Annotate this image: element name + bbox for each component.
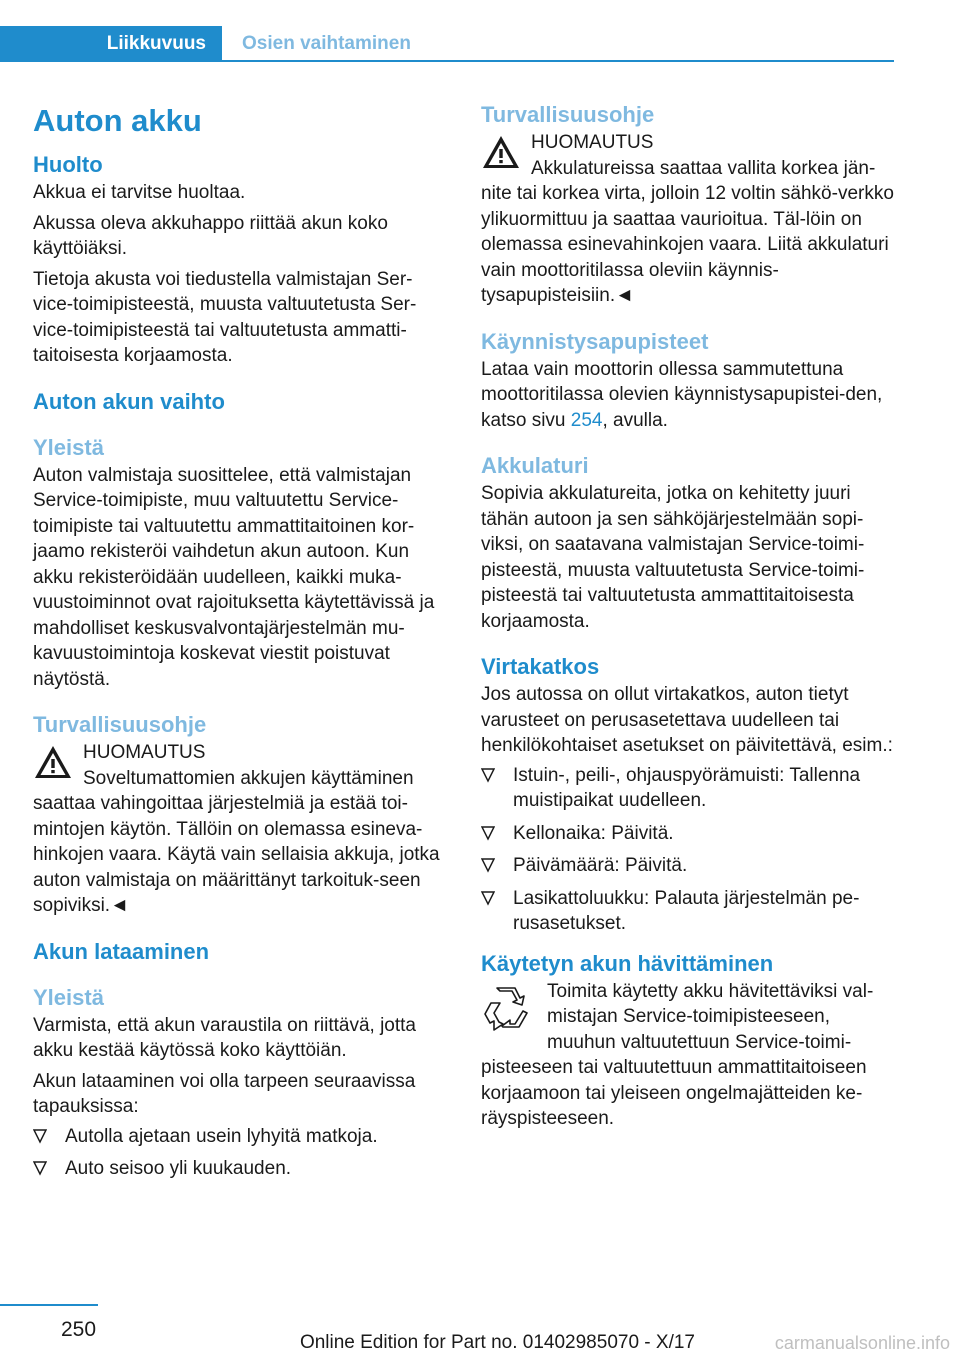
header-tabs xyxy=(0,26,960,62)
page-number: 250 xyxy=(61,1318,97,1341)
heading-akun-vaihto: Auton akun vaihto xyxy=(33,388,225,414)
heading-turvallisuusohje: Turvallisuusohje xyxy=(33,712,207,737)
tab-liikkuvuus[interactable] xyxy=(0,26,222,62)
footer-rule xyxy=(0,1304,98,1306)
heading-akun-lataaminen: Akun lataaminen xyxy=(33,938,210,964)
warning-block xyxy=(481,130,897,309)
triangle-bullet-icon xyxy=(481,890,495,906)
list-item-text: Kellonaika: Päivitä. xyxy=(513,822,674,844)
paragraph: Varmista, että akun varaustila on riittävä, jotta akku kestää käytössä koko käyttöiän. xyxy=(33,1014,416,1061)
triangle-bullet-icon xyxy=(33,1128,47,1144)
warning-icon xyxy=(481,134,521,170)
warning-icon xyxy=(33,744,73,780)
paragraph xyxy=(481,357,897,434)
list-item-text: Lasikattoluukku: Palauta järjestelmän pe-rusasetukset. xyxy=(513,887,860,934)
footer-edition: Online Edition for Part no. 01402985070 - X/17 xyxy=(299,1332,695,1353)
warning-text-first: Soveltumattomien akkujen käyttäminen xyxy=(83,767,414,789)
warning-title: HUOMAUTUS xyxy=(83,742,206,763)
list-item xyxy=(481,886,897,937)
tab-osien-vaihtaminen[interactable] xyxy=(242,26,411,62)
bullet-list xyxy=(33,1124,449,1182)
tab-liikkuvuus-label: Liikkuvuus xyxy=(106,33,206,54)
warning-text: nite tai korkea virta, jolloin 12 voltin sähkö-verkko ylikuormittuu ja saattaa vaurioitua. Täl-löin on olemassa esinevahinkojen vaara. Liitä akkulaturi vain moottoritilassa oleviin käynnis-tysapupisteisiin.◄ xyxy=(481,183,894,306)
bullet-list xyxy=(481,763,897,937)
triangle-bullet-icon xyxy=(481,857,495,873)
heading-akun-havittaminen: Käytetyn akun hävittäminen xyxy=(481,950,774,976)
list-item xyxy=(481,853,897,879)
list-item xyxy=(481,763,897,814)
paragraph: Jos autossa on ollut virtakatkos, auton tietyt varusteet on perusasetettava uudelleen tai henkilökohtaiset asetukset on päivitettävä, esim.: xyxy=(481,684,893,756)
warning-title: HUOMAUTUS xyxy=(531,132,654,153)
heading-virtakatkos: Virtakatkos xyxy=(481,654,600,679)
right-column xyxy=(481,100,897,1132)
heading-akkulaturi: Akkulaturi xyxy=(481,453,589,478)
list-item-text: Auto seisoo yli kuukauden. xyxy=(65,1158,292,1179)
list-item-text: Istuin-, peili-, ohjauspyörämuisti: Tallenna muistipaikat uudelleen. xyxy=(513,764,861,811)
warning-text-first: Akkulatureissa saattaa vallita korkea jän- xyxy=(531,157,876,179)
paragraph: pisteeseen tai valtuutettuun ammattitaitoiseen korjaamoon tai yleiseen ongelmajätteiden ke-räyspisteeseen. xyxy=(481,1057,867,1129)
list-item xyxy=(33,1124,449,1150)
heading-yleista: Yleistä xyxy=(33,434,104,460)
paragraph: Sopivia akkulatureita, jotka on kehitetty juuri tähän autoon ja sen sähköjärjestelmään sopi-viksi, on saatavana valmistajan Service-toimi-pisteestä, muusta valtuutetusta Service-toimi-pisteestä tai valtuutetusta ammattitaitoisesta korjaamosta. xyxy=(481,483,865,632)
paragraph-text: , avulla. xyxy=(602,409,668,431)
list-item xyxy=(481,821,897,847)
recycle-icon xyxy=(481,983,531,1033)
triangle-bullet-icon xyxy=(481,767,495,783)
header-rule xyxy=(222,60,894,62)
recycle-block xyxy=(481,979,897,1056)
left-column xyxy=(33,100,449,1189)
warning-text: saattaa vahingoittaa järjestelmiä ja estää toi-mintojen käytön. Tällöin on olemassa esineva-hinkojen vaara. Käytä vain sellaisia akkuja, jotka auton valmistaja on määrittänyt tarkoituk-seen sopiviksi.◄ xyxy=(33,793,440,916)
list-item-text: Päivämäärä: Päivitä. xyxy=(513,855,688,876)
heading-kaynnistysapupisteet: Käynnistysapupisteet xyxy=(481,328,709,354)
paragraph: Akkua ei tarvitse huoltaa. xyxy=(33,182,246,203)
paragraph: Tietoja akusta voi tiedustella valmistajan Ser-vice-toimipisteestä, muusta valtuutetusta Ser-vice-toimipisteestä tai valtuutetusta ammatti-taitoisesta korjaamosta. xyxy=(33,268,417,366)
heading-turvallisuusohje-2: Turvallisuusohje xyxy=(481,102,655,127)
warning-block xyxy=(33,740,449,919)
heading-yleista-2: Yleistä xyxy=(33,984,104,1010)
paragraph: Toimita käytetty akku hävitettäviksi val-mistajan Service-toimipisteeseen, muuhun valtuutettuun Service-toimi- xyxy=(547,980,874,1053)
heading-huolto: Huolto xyxy=(33,152,103,177)
footer-watermark: carmanualsonline.info xyxy=(774,1333,950,1353)
triangle-bullet-icon xyxy=(481,825,495,841)
triangle-bullet-icon xyxy=(33,1160,47,1176)
list-item-text: Autolla ajetaan usein lyhyitä matkoja. xyxy=(65,1125,378,1147)
paragraph: Auton valmistaja suosittelee, että valmistajan Service-toimipiste, muu valtuutettu Service-toimipiste tai valtuutettu ammattitaitoinen kor-jaamo rekisteröi vaihdetun akun autoon. Kun akku rekisteröidään uudelleen, kaikki muka-vuustoiminnot ovat rajoituksetta käytettävissä ja mahdolliset keskusvalvontajärjestelmän mu-kavuustoimintoja koskevat viestit poistuvat näytöstä. xyxy=(33,464,435,690)
list-item xyxy=(33,1156,449,1182)
tab-osien-vaihtaminen-label: Osien vaihtaminen xyxy=(242,33,411,54)
page-title: Auton akku xyxy=(33,103,202,138)
paragraph: Akun lataaminen voi olla tarpeen seuraavissa tapauksissa: xyxy=(33,1070,416,1117)
paragraph-text: Lataa vain moottorin ollessa sammutettuna moottoritilassa olevien käynnistysapupistei-den, katso sivu xyxy=(481,358,883,431)
page-link[interactable]: 254 xyxy=(570,409,603,431)
paragraph: Akussa oleva akkuhappo riittää akun koko käyttöiäksi. xyxy=(33,212,388,259)
